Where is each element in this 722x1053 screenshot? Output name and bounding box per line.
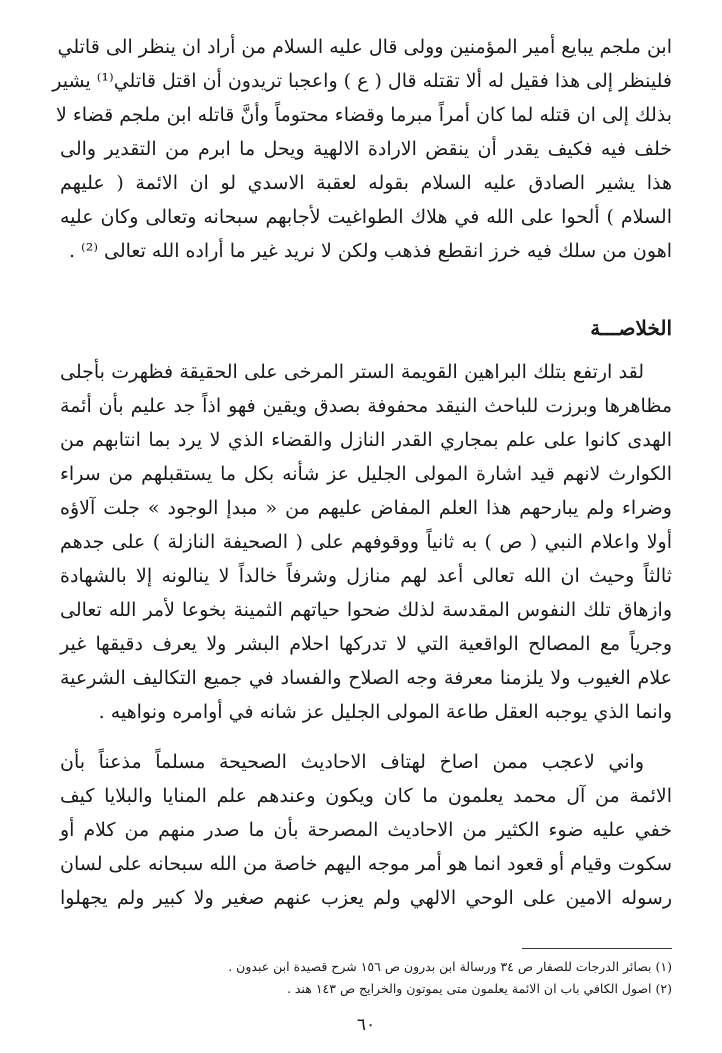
text-line: السلام ) ألحوا على الله في هلاك الطواغيت لأجابهم سبحانه وتعالى وكان عليه xyxy=(60,206,672,228)
paragraph-summary xyxy=(60,355,672,729)
text-line: وازهاق تلك النفوس المقدسة لذلك ضحوا حياتهم الثمينة بخوعا لأمر الله تعالى xyxy=(60,599,672,621)
text-line: رسوله الامين على الوحي الالهي ولم يعزب عنهم صغير ولا كبير ولم يجهلوا xyxy=(60,887,672,909)
page-number: ٦٠ xyxy=(356,1015,376,1035)
text-line: ابن ملجم يبايع أمير المؤمنين وولى قال عليه السلام من أراد ان ينظر الى قاتلي xyxy=(57,36,672,58)
text-line: بذلك إلى ان قتله لما كان أمراً مبرما وقضاء محتوماً وأنَّ قاتله ابن ملجم قضاء لا xyxy=(56,104,672,126)
text-line: خفي عليه ضوء الكثير من الاحاديث المصرحة بأن ما صدر منهم من كلام أو xyxy=(60,819,672,841)
text-line: الهدى كانوا على علم بمجاري القدر النازل والقضاء الذي لا يرد بما انتابهم من xyxy=(60,429,672,451)
text-line: أولا واعلام النبي ( ص ) به ثانياً ووقوفهم على ( الصحيفة النازلة ) على جدهم xyxy=(60,531,672,553)
text-line: وانما الذي يوجبه العقل طاعة المولى الجليل عز شانه في أوامره ونواهيه . xyxy=(98,701,672,723)
paragraph-continuation xyxy=(52,30,672,268)
text-line: علام الغيوب ولا يلزمنا معرفة وجه الصلاح والفساد في جميع التكاليف الشرعية xyxy=(60,667,672,689)
footnote-divider xyxy=(522,948,672,949)
text-line: سكوت وقيام أو قعود انما هو أمر موجه اليهم خاصة من الله سبحانه على لسان xyxy=(60,853,672,875)
paragraph-wonder xyxy=(60,745,672,915)
text-line: الكوارث لانهم قيد اشارة المولى الجليل عز شأنه بكل ما يستقبلهم من سراء xyxy=(60,463,672,485)
text-line: لقد ارتفع بتلك البراهين القويمة الستر المرخى على الحقيقة فظهرت بأجلى xyxy=(60,361,644,383)
footnote-1: (١) بصائر الدرجات للصفار ص ٣٤ ورسالة ابن بدرون ص ١٥٦ شرح قصيدة ابن عبدون . xyxy=(228,959,672,974)
section-heading: الخلاصـــة xyxy=(590,316,672,340)
text-line: مظاهرها وبرزت للباحث النيقد محفوفة بصدق ويقين فهو اذاً جد عليم بأن أئمة xyxy=(60,395,672,417)
text-line: وجرياً مع المصالح الواقعية التي لا تدركها احلام البشر ولا يعرف دقيقها غير xyxy=(60,633,672,655)
text-line: هذا يشير الصادق عليه السلام بقوله لعقبة الاسدي لو ان الائمة ( عليهم xyxy=(60,172,672,194)
text-line: فلينظر إلى هذا فقيل له ألا تقتله قال ( ع ) واعجبا تريدون أن اقتل قاتلي⁽¹⁾ يشير xyxy=(52,70,672,92)
text-line: الائمة من آل محمد يعلمون ما كان ويكون وعندهم علم المنايا والبلايا كيف xyxy=(60,785,672,807)
text-line: واني لاعجب ممن اصاخ لهتاف الاحاديث الصحيحة مسلماً مذعناً بأن xyxy=(60,751,644,773)
text-line: اهون من سلك فيه خرز انقطع فذهب ولكن لا نريد غير ما أراده الله تعالى ⁽²⁾ . xyxy=(68,240,672,262)
footnote-2: (٢) اصول الكافي باب ان الائمة يعلمون متى يموتون والخرايج ص ١٤٣ هند . xyxy=(286,981,672,996)
text-line: وضراء ولم يبارحهم هذا العلم المفاض عليهم من « مبدإ الوجود » جلت آلاؤه xyxy=(60,497,672,519)
text-line: ثالثاً وحيث ان الله تعالى أعد لهم منازل وشرفاً خالداً لا ينالونه إلا بالشهادة xyxy=(60,565,672,587)
text-line: خلف فيه فكيف يقدر أن ينقض الارادة الالهية ويحل ما ابرم من التقدير والى xyxy=(60,138,672,160)
